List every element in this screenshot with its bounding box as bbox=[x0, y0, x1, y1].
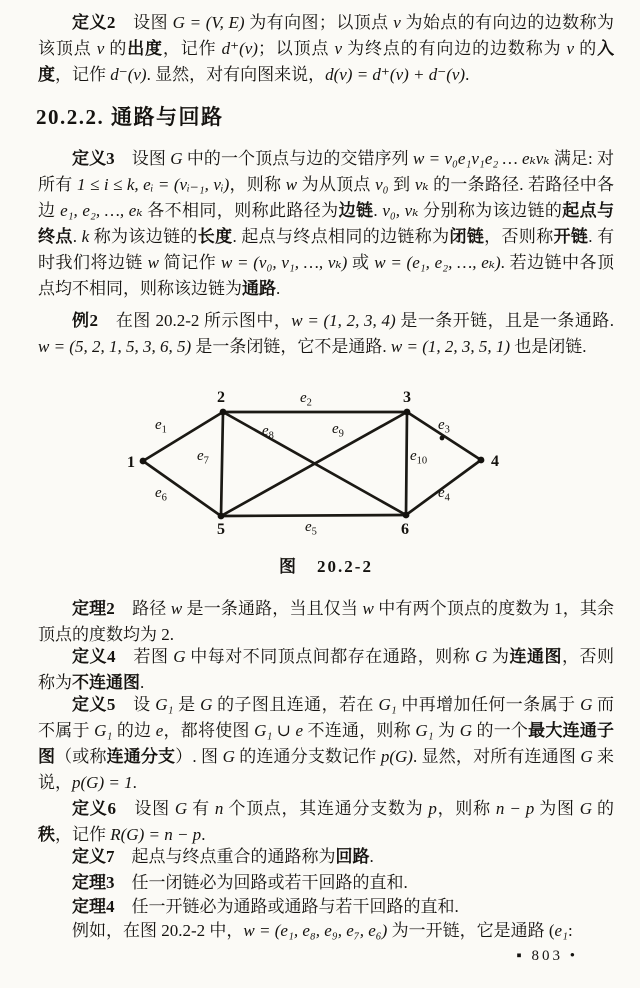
text-run: G₁ bbox=[155, 695, 174, 714]
text-run: 例2 bbox=[72, 311, 98, 330]
graph-vertex-label-3: 3 bbox=[403, 389, 411, 406]
graph-edge-label-e3: $e_3$ bbox=[438, 417, 450, 436]
text-run: 来说， bbox=[38, 747, 615, 792]
text-run: . bbox=[201, 825, 206, 844]
text-run: w bbox=[147, 253, 160, 272]
text-run: v bbox=[566, 39, 575, 58]
graph-vertex-1 bbox=[140, 458, 147, 465]
text-run: 为 bbox=[433, 721, 460, 740]
text-run: G bbox=[580, 747, 593, 766]
graph-edge-label-e2: $e_2$ bbox=[300, 390, 312, 409]
text-run: 定义3 bbox=[72, 149, 115, 168]
text-run: 而不属于 bbox=[38, 695, 615, 740]
text-run: 任一闭链必为回路或若干回路的直和. bbox=[114, 873, 408, 892]
text-run: p(G) bbox=[380, 747, 413, 766]
para-definition-5 bbox=[38, 692, 614, 796]
text-run: . 起点与终点相同的边链称为 bbox=[232, 227, 450, 246]
figure-caption: 图 20.2-2 bbox=[279, 557, 373, 576]
text-run: . bbox=[465, 65, 470, 84]
text-run: 中的一个顶点与边的交错序列 bbox=[182, 149, 414, 168]
graph-edge-label-e10: $e_{10}$ bbox=[410, 448, 428, 467]
text-run: 为图 bbox=[534, 799, 580, 818]
page-number: ▪ 803 • bbox=[516, 948, 578, 964]
text-run: 定义2 bbox=[72, 13, 116, 32]
text-run: 定理2 bbox=[72, 599, 115, 618]
text-run: ，记作 bbox=[55, 825, 111, 844]
text-run: G₁ ∪ e bbox=[254, 721, 304, 740]
text-run: G bbox=[579, 799, 593, 818]
text-run: （或称 bbox=[55, 747, 107, 766]
text-run: 为 bbox=[487, 647, 510, 666]
para-definition-6 bbox=[38, 796, 614, 848]
text-run: 是一条开链，且是一条通路. bbox=[395, 311, 614, 330]
text-run: 通路 bbox=[242, 279, 276, 298]
text-run: 分别称为该边链的 bbox=[418, 201, 563, 220]
text-run: 边链 bbox=[338, 201, 374, 220]
text-run: 回路 bbox=[335, 847, 370, 866]
text-run: 不连通，则称 bbox=[303, 721, 416, 740]
text-run: 或 bbox=[347, 253, 375, 272]
text-run: n bbox=[214, 799, 224, 818]
text-run: 的连通分支数记作 bbox=[234, 747, 381, 766]
graph-vertex-4 bbox=[478, 457, 485, 464]
text-run: 长度 bbox=[197, 227, 233, 246]
text-run: . bbox=[373, 201, 383, 220]
graph-vertex-label-1: 1 bbox=[127, 454, 135, 471]
text-run: 的边 bbox=[112, 721, 156, 740]
graph-edge-label-e7: $e_7$ bbox=[197, 448, 209, 467]
text-run: 连通分支 bbox=[106, 747, 176, 766]
text-run: 各不相同，则称此路径为 bbox=[142, 201, 339, 220]
text-run: . 显然，对所有连通图 bbox=[412, 747, 581, 766]
text-run: R(G) = n − p bbox=[110, 825, 202, 844]
text-run: d(v) = d⁺(v) + d⁻(v) bbox=[325, 65, 466, 84]
text-run: 定义5 bbox=[72, 695, 116, 714]
para-definition-2 bbox=[38, 10, 614, 88]
text-run: 开链 bbox=[553, 227, 589, 246]
text-run: . 有时我们将边链 bbox=[38, 227, 615, 272]
text-run: e₁ bbox=[554, 921, 568, 940]
text-run: 1 ≤ i ≤ k, eᵢ = (vᵢ₋₁, vᵢ) bbox=[77, 175, 230, 194]
text-run: w = (v₀, v₁, …, vₖ) bbox=[220, 253, 348, 272]
text-run: 出度 bbox=[127, 39, 163, 58]
text-run: 闭链 bbox=[449, 227, 485, 246]
text-run: 是一条闭链，它不是通路. bbox=[191, 337, 391, 356]
section-heading: 20.2.2. 通路与回路 bbox=[36, 105, 224, 129]
text-run: ，否则称为 bbox=[38, 647, 615, 692]
text-run: . 若边链中各顶点均不相同，则称该边链为 bbox=[38, 253, 615, 298]
text-run: 定理4 bbox=[72, 897, 115, 916]
para-definition-4 bbox=[38, 644, 614, 696]
text-run: 个顶点，其连通分支数为 bbox=[223, 799, 429, 818]
text-run: k bbox=[81, 227, 90, 246]
graph-vertex-label-5: 5 bbox=[217, 521, 225, 538]
text-run: G bbox=[200, 695, 213, 714]
text-run: G bbox=[174, 799, 188, 818]
graph-vertex-label-4: 4 bbox=[491, 453, 499, 470]
text-run: G₁ bbox=[415, 721, 434, 740]
text-run: . bbox=[276, 279, 281, 298]
text-run: w = (1, 2, 3, 5, 1) bbox=[390, 337, 511, 356]
text-run: 定义6 bbox=[72, 799, 116, 818]
text-run: : bbox=[567, 921, 573, 940]
graph-vertex-label-6: 6 bbox=[401, 521, 409, 538]
text-run: v₀, vₖ bbox=[382, 201, 419, 220]
graph-edge-label-e9: $e_9$ bbox=[332, 421, 344, 440]
text-run: v₀ bbox=[375, 175, 389, 194]
text-run: d⁺(v) bbox=[221, 39, 258, 58]
text-run: e bbox=[155, 721, 164, 740]
text-run: 设图 bbox=[115, 799, 175, 818]
text-run: 任一开链必为通路或通路与若干回路的直和. bbox=[114, 897, 459, 916]
graph-vertex-5 bbox=[218, 513, 225, 520]
text-run: v bbox=[393, 13, 401, 32]
text-run: n − p bbox=[495, 799, 535, 818]
text-run: 称为该边链的 bbox=[89, 227, 198, 246]
para-theorem-2 bbox=[38, 596, 614, 648]
para-example-2 bbox=[38, 308, 614, 360]
text-run: 的子图且连通，若在 bbox=[212, 695, 379, 714]
para-example-note bbox=[38, 918, 614, 944]
text-run: 设图 bbox=[114, 149, 171, 168]
text-run: 为终点的有向边的边数称为 bbox=[342, 39, 567, 58]
text-run: 最大连通子图 bbox=[38, 721, 615, 766]
text-run: 简记作 bbox=[159, 253, 221, 272]
graph-edge-e10 bbox=[406, 412, 407, 515]
para-definition-7 bbox=[38, 844, 614, 870]
text-run: 的一个 bbox=[472, 721, 529, 740]
text-run: . bbox=[132, 773, 137, 792]
text-run: ，记作 bbox=[55, 65, 111, 84]
text-run: v bbox=[334, 39, 343, 58]
text-run: 例如，在图 20.2-2 中， bbox=[72, 921, 244, 940]
text-run: 设 bbox=[115, 695, 156, 714]
text-run: 起点与终点 bbox=[38, 201, 615, 246]
ink-dot bbox=[440, 436, 445, 441]
text-run: 路径 bbox=[114, 599, 171, 618]
text-run: G₁ bbox=[94, 721, 113, 740]
graph-vertex-6 bbox=[403, 512, 410, 519]
text-run: 为始点的有向边的边数称为该顶点 bbox=[38, 13, 615, 58]
text-run: . bbox=[72, 227, 82, 246]
text-run: 的 bbox=[574, 39, 598, 58]
text-run: ，都将使图 bbox=[163, 721, 255, 740]
text-run: 为有向图；以顶点 bbox=[244, 13, 394, 32]
graph-vertex-3 bbox=[404, 409, 411, 416]
text-run: ，记作 bbox=[162, 39, 222, 58]
text-run: G bbox=[170, 149, 183, 168]
text-run: . bbox=[369, 847, 374, 866]
text-run: 不连通图 bbox=[72, 673, 140, 692]
text-run: w = (e₁, e₂, …, eₖ) bbox=[374, 253, 501, 272]
text-run: 满足: 对所有 bbox=[38, 149, 615, 194]
text-run: 到 bbox=[388, 175, 415, 194]
text-run: ，则称 bbox=[229, 175, 286, 194]
text-run: . 显然，对有向图来说， bbox=[146, 65, 326, 84]
text-run: w bbox=[285, 175, 298, 194]
text-run: 设图 bbox=[115, 13, 173, 32]
para-theorem-4 bbox=[38, 894, 614, 920]
graph-edge-label-e6: $e_6$ bbox=[155, 485, 167, 504]
text-run: 在图 20.2-2 所示图中， bbox=[97, 311, 292, 330]
text-run: ；以顶点 bbox=[257, 39, 335, 58]
text-run: 是一条通路，当且仅当 bbox=[182, 599, 363, 618]
graph-edge-label-e4: $e_4$ bbox=[438, 485, 450, 504]
text-run: 定义4 bbox=[72, 647, 116, 666]
text-run: G bbox=[459, 721, 472, 740]
text-run: . bbox=[140, 673, 145, 692]
graph-edge-e7 bbox=[221, 412, 223, 516]
text-run: 为从顶点 bbox=[297, 175, 376, 194]
text-run: w bbox=[362, 599, 374, 618]
text-run: 为一开链，它是通路 ( bbox=[387, 921, 555, 940]
text-run: w = (5, 2, 1, 5, 3, 6, 5) bbox=[38, 337, 192, 356]
text-run: 的 bbox=[592, 799, 614, 818]
text-run: w = (1, 2, 3, 4) bbox=[291, 311, 396, 330]
text-run: 秩 bbox=[38, 825, 55, 844]
text-run: d⁻(v) bbox=[110, 65, 147, 84]
text-run: 定理3 bbox=[72, 873, 115, 892]
text-run: G bbox=[173, 647, 186, 666]
graph-vertex-2 bbox=[220, 409, 227, 416]
text-run: 入度 bbox=[38, 39, 615, 84]
text-run: ，否则称 bbox=[484, 227, 554, 246]
text-run: w bbox=[170, 599, 183, 618]
text-run: 中再增加任何一条属于 bbox=[396, 695, 581, 714]
text-run: 中每对不同顶点间都存在通路，则称 bbox=[185, 647, 475, 666]
para-definition-3 bbox=[38, 146, 614, 302]
text-run: 定义7 bbox=[72, 847, 115, 866]
graph-edge-label-e8: $e_8$ bbox=[262, 423, 274, 442]
text-run: 的 bbox=[104, 39, 128, 58]
text-run: G bbox=[222, 747, 235, 766]
text-run: p(G) = 1 bbox=[72, 773, 133, 792]
text-run: G₁ bbox=[378, 695, 397, 714]
text-run: p bbox=[428, 799, 437, 818]
text-run: ，则称 bbox=[436, 799, 496, 818]
text-run: w = (e₁, e₈, e₉, e₇, e₆) bbox=[243, 921, 388, 940]
text-run: 也是闭链. bbox=[510, 337, 587, 356]
text-run: w = v₀e₁v₁e₂ … eₖvₖ bbox=[413, 149, 550, 168]
text-run: vₖ bbox=[414, 175, 429, 194]
graph-figure-svg bbox=[98, 386, 534, 554]
text-run: 是 bbox=[173, 695, 201, 714]
graph-vertex-label-2: 2 bbox=[217, 389, 225, 406]
graph-figure bbox=[98, 386, 534, 554]
text-run: G bbox=[475, 647, 488, 666]
text-run: 起点与终点重合的通路称为 bbox=[114, 847, 336, 866]
graph-edge-label-e1: $e_1$ bbox=[155, 417, 167, 436]
para-theorem-3 bbox=[38, 870, 614, 896]
text-run: 中有两个顶点的度数为 1，其余顶点的度数均为 2. bbox=[38, 599, 615, 644]
graph-edge-label-e5: $e_5$ bbox=[305, 519, 317, 538]
text-run: ）. 图 bbox=[175, 747, 223, 766]
text-run: 有 bbox=[187, 799, 215, 818]
text-run: e₁, e₂, …, eₖ bbox=[60, 201, 143, 220]
text-run: 连通图 bbox=[509, 647, 563, 666]
text-run: 若图 bbox=[115, 647, 174, 666]
text-run: G = (V, E) bbox=[172, 13, 245, 32]
text-run: 的一条路径. 若路径中各边 bbox=[38, 175, 615, 220]
text-run: G bbox=[580, 695, 593, 714]
graph-edge-e5 bbox=[221, 515, 406, 516]
text-run: v bbox=[96, 39, 105, 58]
